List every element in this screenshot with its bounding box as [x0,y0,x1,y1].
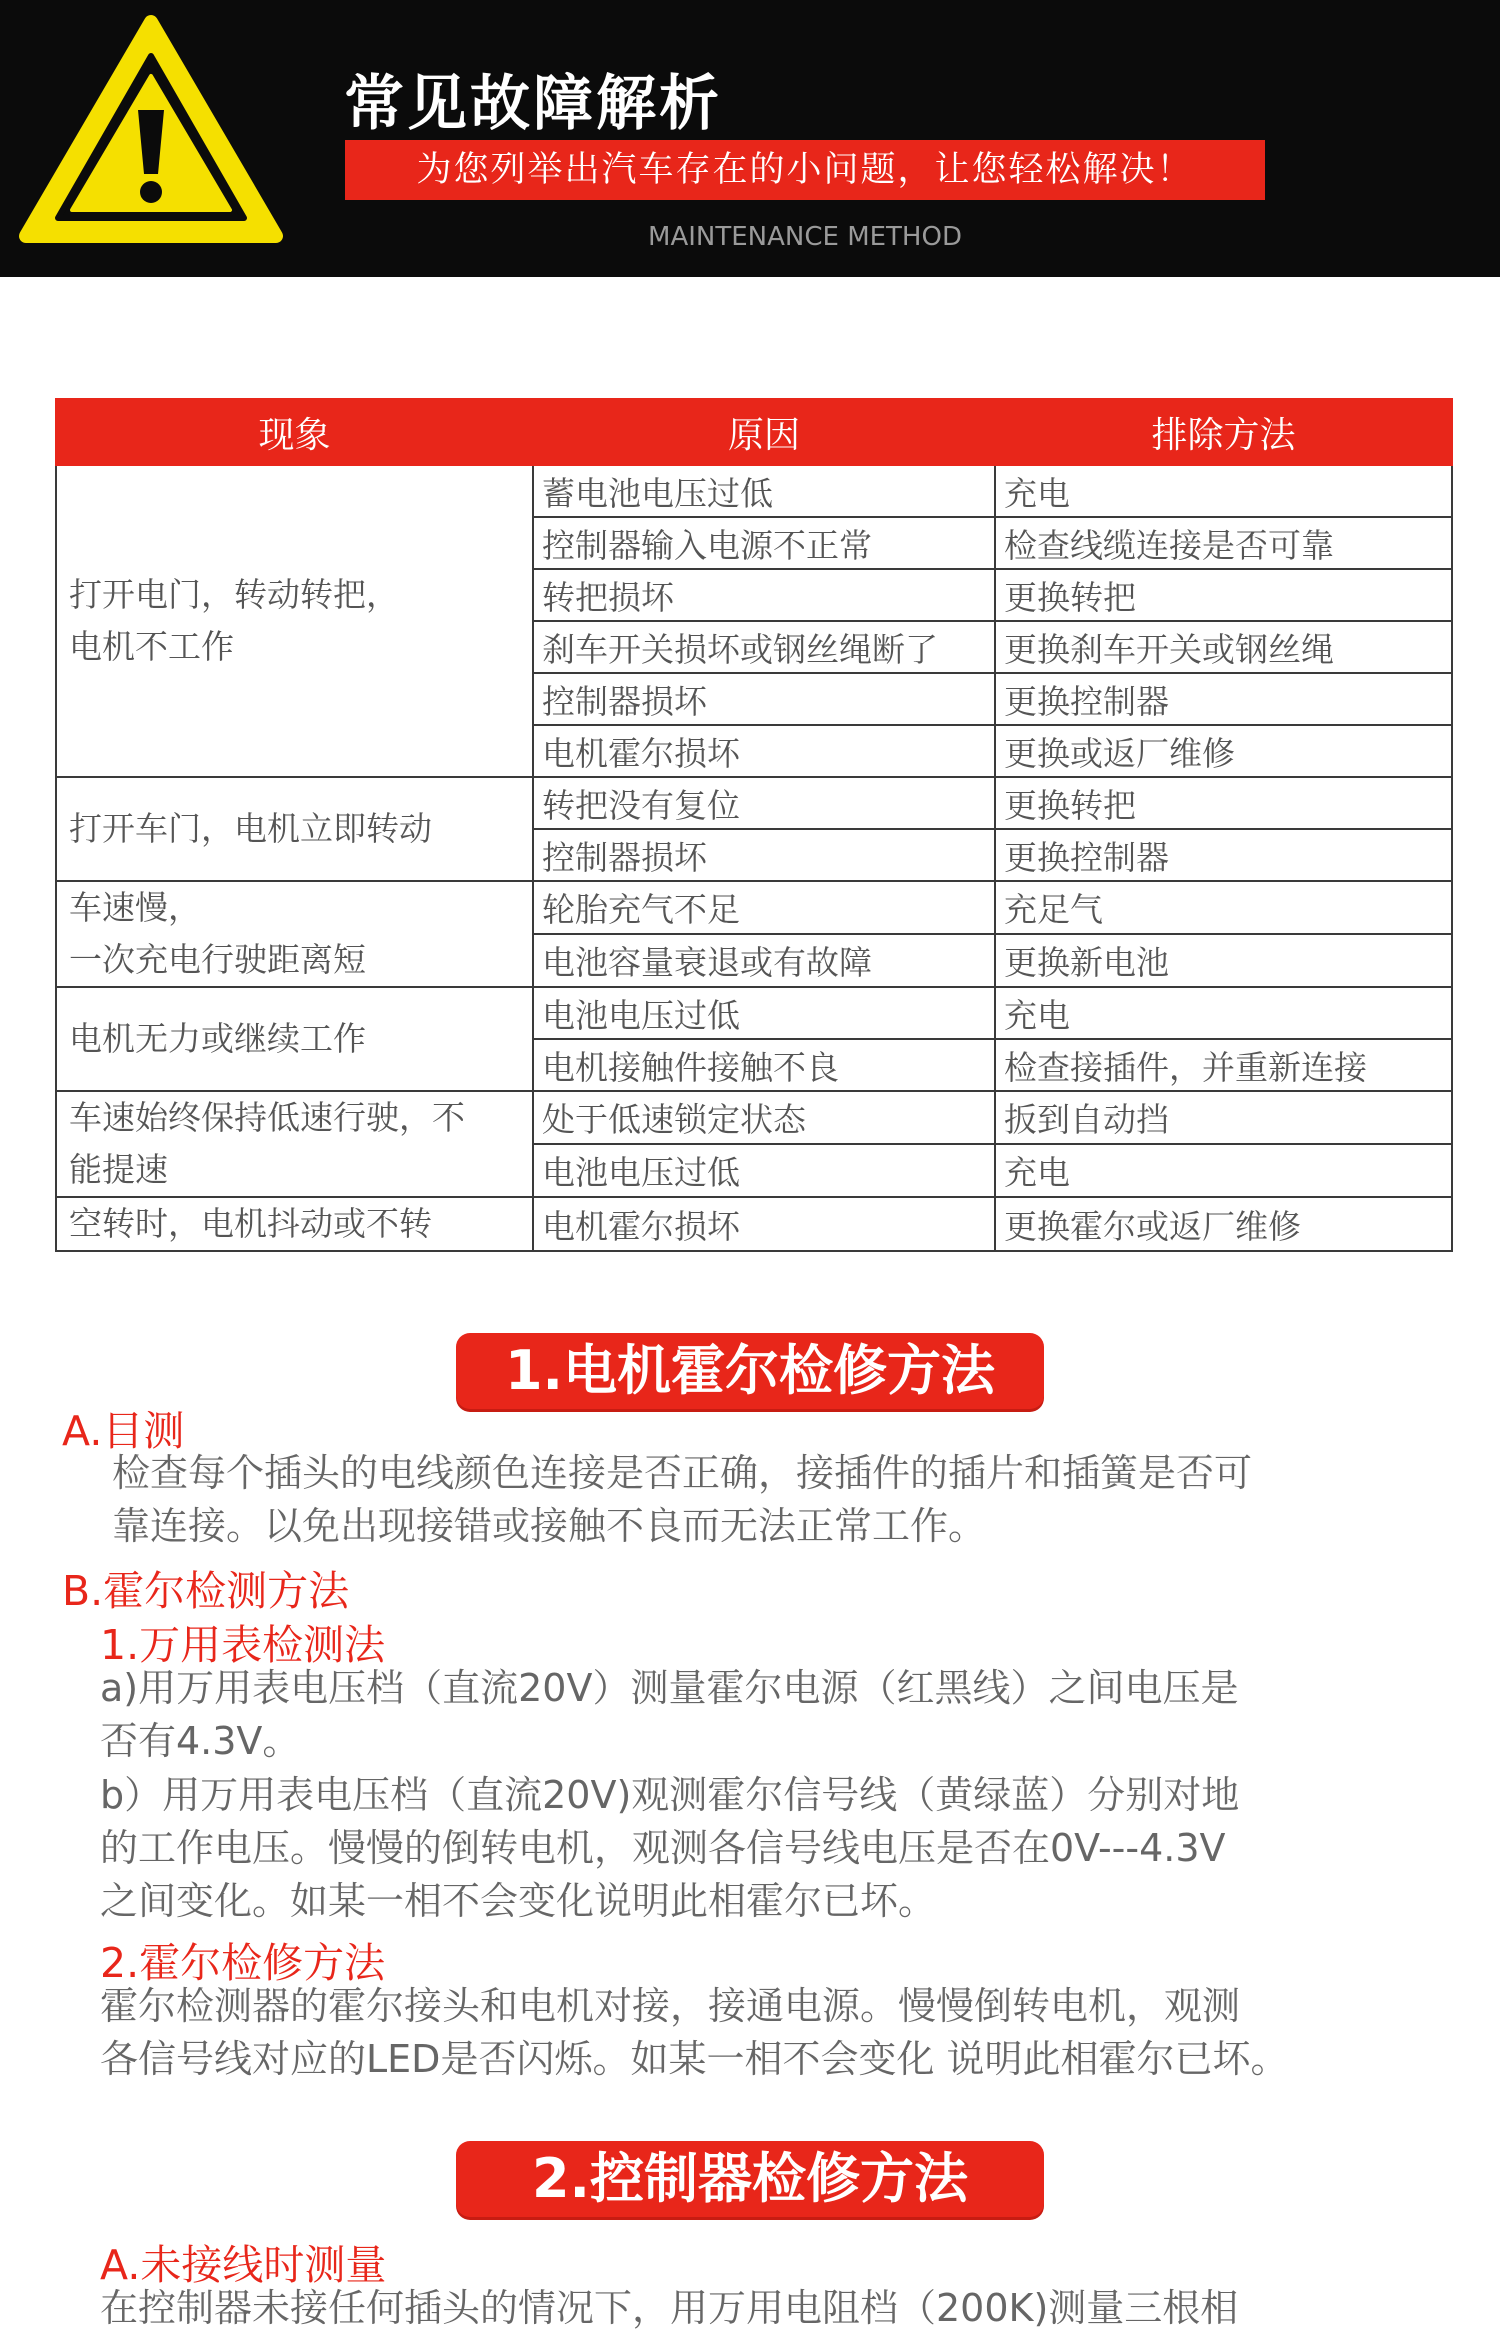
cause-cell: 电池电压过低 [533,987,995,1039]
cause-cell: 电机霍尔损坏 [533,725,995,777]
multimeter-step-a [100,1662,1238,1768]
text-line: 各信号线对应的LED是否闪烁。如某一相不会变化 说明此相霍尔已坏。 [100,2037,1289,2081]
cause-cell: 刹车开关损坏或钢丝绳断了 [533,621,995,673]
table-row [56,1091,1452,1144]
symptom-cell [56,881,533,987]
text-line: 否有4.3V。 [100,1719,301,1763]
fix-cell: 更换转把 [995,569,1452,621]
table-row [56,987,1452,1039]
cause-cell: 电机霍尔损坏 [533,1197,995,1251]
multimeter-step-b [100,1769,1239,1928]
column-header-cause: 原因 [533,399,995,465]
text-line: 的工作电压。慢慢的倒转电机，观测各信号线电压是否在0V---4.3V [100,1826,1226,1870]
cause-cell: 轮胎充气不足 [533,881,995,934]
fix-cell: 更换刹车开关或钢丝绳 [995,621,1452,673]
symptom-cell [56,987,533,1091]
fix-cell: 更换霍尔或返厂维修 [995,1197,1452,1251]
heading-visual-check: A.目测 [62,1407,185,1455]
section-title-controller: 2.控制器检修方法 [456,2141,1044,2217]
symptom-line: 打开车门，电机立即转动 [69,809,432,848]
cause-cell: 控制器输入电源不正常 [533,517,995,569]
symptom-line: 电机不工作 [69,627,234,666]
cause-cell: 控制器损坏 [533,829,995,881]
fix-cell: 充足气 [995,881,1452,934]
fix-cell: 扳到自动挡 [995,1091,1452,1144]
text-line: 检查每个插头的电线颜色连接是否正确，接插件的插片和插簧是否可 [112,1451,1253,1495]
symptom-cell [56,1197,533,1251]
text-line: 之间变化。如某一相不会变化说明此相霍尔已坏。 [100,1879,937,1923]
symptom-cell [56,1091,533,1197]
cause-cell: 转把损坏 [533,569,995,621]
fix-cell: 检查接插件，并重新连接 [995,1039,1452,1091]
column-header-fix: 排除方法 [995,399,1452,465]
cause-cell: 控制器损坏 [533,673,995,725]
visual-check-text [112,1447,1252,1553]
heading-multimeter-method: 1.万用表检测法 [100,1621,386,1669]
text-line: b）用万用表电压档（直流20V)观测霍尔信号线（黄绿蓝）分别对地 [100,1773,1240,1817]
section-title-hall: 1.电机霍尔检修方法 [456,1333,1044,1409]
fix-cell: 更换控制器 [995,673,1452,725]
text-line: a)用万用表电压档（直流20V）测量霍尔电源（红黑线）之间电压是 [100,1666,1239,1710]
column-header-symptom: 现象 [56,399,533,465]
symptom-line: 车速慢， [69,888,201,927]
table-row [56,1197,1452,1251]
symptom-line: 电机无力或继续工作 [69,1019,366,1058]
table-header-row [56,399,1452,465]
fix-cell: 检查线缆连接是否可靠 [995,517,1452,569]
fix-cell: 更换转把 [995,777,1452,829]
heading-hall-detection: B.霍尔检测方法 [62,1567,350,1615]
table-row [56,465,1452,517]
text-line: 在控制器未接任何插头的情况下，用万用电阻档（200K)测量三根相 [100,2286,1239,2330]
cause-cell: 电池电压过低 [533,1144,995,1197]
fix-cell: 更换控制器 [995,829,1452,881]
warning-icon [18,14,284,246]
heading-hall-repair: 2.霍尔检修方法 [100,1939,386,1987]
symptom-line: 能提速 [69,1150,168,1189]
cause-cell: 电机接触件接触不良 [533,1039,995,1091]
cause-cell: 电池容量衰退或有故障 [533,934,995,987]
fault-table [55,398,1453,1252]
fix-cell: 充电 [995,1144,1452,1197]
fix-cell: 充电 [995,987,1452,1039]
fix-cell: 充电 [995,465,1452,517]
fix-cell: 更换新电池 [995,934,1452,987]
cause-cell: 处于低速锁定状态 [533,1091,995,1144]
hall-repair-text [100,1980,1289,2086]
text-line: 霍尔检测器的霍尔接头和电机对接，接通电源。慢慢倒转电机，观测 [100,1984,1241,2028]
symptom-cell [56,777,533,881]
table-body [56,465,1452,1251]
page-header [0,0,1500,277]
page-title: 常见故障解析 [344,69,722,139]
header-subtitle: MAINTENANCE METHOD [648,222,962,252]
cause-cell: 转把没有复位 [533,777,995,829]
symptom-line: 打开电门，转动转把， [69,575,399,614]
table-row [56,777,1452,829]
fix-cell: 更换或返厂维修 [995,725,1452,777]
header-banner: 为您列举出汽车存在的小问题，让您轻松解决！ [345,140,1265,200]
symptom-cell [56,465,533,777]
symptom-line: 车速始终保持低速行驶，不 [69,1098,465,1137]
heading-unwired-measure: A.未接线时测量 [100,2241,387,2289]
symptom-line: 一次充电行驶距离短 [69,940,366,979]
unwired-measure-text [100,2282,1238,2335]
table-row [56,881,1452,934]
text-line: 靠连接。以免出现接错或接触不良而无法正常工作。 [112,1504,987,1548]
symptom-line: 空转时，电机抖动或不转 [69,1204,432,1243]
cause-cell: 蓄电池电压过低 [533,465,995,517]
